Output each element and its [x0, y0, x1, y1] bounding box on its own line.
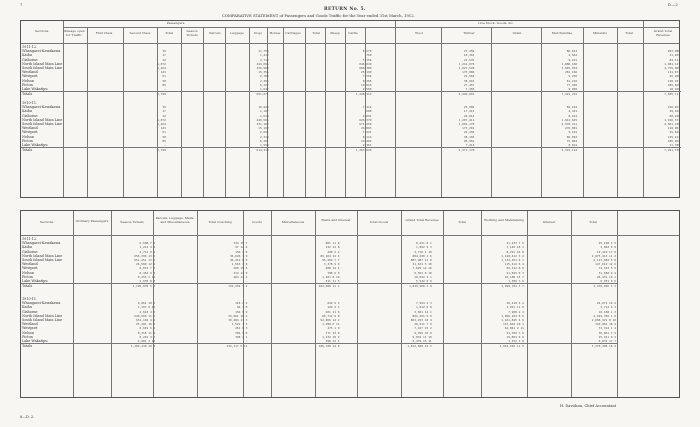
table-row: Westland 143 15,356 25,190 175,986 281,166 121,677 — [22, 70, 680, 75]
top-rows-year-b — [21, 101, 681, 152]
col-header-interest: Interest — [542, 221, 556, 224]
group-header-passengers: Passengers. — [166, 22, 186, 25]
col-header-miscellaneous: Miscellaneous — [281, 221, 305, 224]
totals-row: Totals 1,184,238 10 8 134,117 5 11 186,788 14 8 1,812,600 14 3 1,944,910 11 9 3,370,306 16 4 — [22, 344, 617, 349]
col-header-carriages: Carriages — [285, 32, 301, 35]
year-label: 1910-11. — [22, 101, 38, 105]
totals-row: Totals 2,798 651,071 1,448,312 2,446,091 7,421,232 7,585,111 — [22, 92, 680, 97]
table-row: Kaihu 1,212 4 4 47 12 6 132 13 8 1,892 9 3 3,149 18 1 3,862 0 9 — [22, 245, 617, 250]
col-header-parcels-luggage: Parcels, Luggage, Mails, and Miscellaneous — [155, 217, 195, 224]
totals-row: Totals 1,199,835 5 3 139,256 3 2 202,888 11 1 1,839,908 2 8 1,998,784 3 7 3,470,006 4 3 — [22, 284, 617, 289]
passenger-goods-table — [20, 20, 680, 198]
table-row: Nelson 50 2,365 8,365 38,916 61,210 128,161 — [22, 78, 680, 83]
table-row: North Island Main Line 1,072 244,096 646,049 1,241,076 1,888,166 1,981,127 — [22, 61, 680, 66]
table-row: Kaihu 17 1,212 769 18,363 4,562 31,265 — [22, 53, 680, 58]
table-row: Whangarei-Kawakawa 6,061 18 0 318 2 4 842 9 3 7,564 2 3 20,418 6 2 24,071 14 6 — [22, 301, 617, 306]
col-header-cattle: Cattle — [348, 32, 358, 35]
table-row: Nelson 50 2,318 8,114 38,102 60,003 125,417 — [22, 134, 680, 139]
table-row: South Island Main Line 651,251 13 6 40,412 8 5 95,264 7 7 887,987 11 8 1,132,451 6 1 2,127,884 5 8 — [22, 257, 617, 262]
col-header-wool: Wool — [415, 32, 423, 35]
col-header-total-3: Total — [625, 32, 633, 35]
col-header-total: Total — [458, 221, 466, 224]
top-rows-year-a — [21, 45, 681, 96]
return-title: RETURN No. 5. — [324, 7, 366, 12]
table-row: Lake Wakatipu — 1,598 2,461 7,214 8,814 17,706 — [22, 142, 680, 147]
table-row: Gisborne 2,618 4 2 150 9 9 201 11 6 3,601 14 1 7,988 2 4 10,188 1 3 — [22, 309, 617, 314]
year-label: 1911-12. — [22, 45, 38, 49]
table-row: Nelson 8,452 0 3 312 12 9 788 6 0 9,652 8 10 21,845 0 3 31,668 9 4 — [22, 270, 617, 275]
table-row: Lake Wakatipu — 1,647 2,500 7,383 9,000 18,160 — [22, 86, 680, 91]
table-row: Picton 85 6,201 10,402 26,981 75,862 186,204 — [22, 138, 680, 143]
table-row: Gisborne 32 2,618 4,891 20,814 8,912 80,226 — [22, 113, 680, 118]
col-header-grand-total: Grand Total Revenue — [405, 219, 439, 222]
table-row: Westland 143 15,102 24,803 173,201 276,881 118,903 — [22, 126, 680, 131]
totals-row: Totals 2,798 614,319 1,363,629 2,371,178 5,319,114 7,291,730 — [22, 148, 680, 153]
table-row: Whangarei-Kawakawa 36 11,758 8,276 27,459 86,813 203,986 — [22, 49, 680, 54]
col-header-horses: Horses — [269, 32, 281, 35]
year-label: 1910-11. — [22, 297, 38, 301]
table-row: Picton 8,201 9 7 398 4 1 1,232 18 2 9,832 11 10 15,804 6 0 25,911 0 2 — [22, 334, 617, 339]
col-header-merchandise: Merchandise — [551, 32, 573, 35]
table-row: Westport 6,691 5 2 261 8 3 475 1 9 7,427 15 2 64,861 2 11 72,312 1 4 — [22, 326, 617, 331]
table-row: Gisborne 2,712 8 9 156 2 0 208 2 4 3,716 1 10 8,221 16 8 10,419 17 0 — [22, 249, 617, 254]
col-header-luggage: Luggage — [230, 32, 244, 35]
col-header-total-2: Total — [312, 32, 320, 35]
col-header-first-class: First Class — [95, 32, 113, 35]
table-row: Lake Wakatipu 4,981 3 10 — 498 12 1 5,479 15 11 1,352 1 8 6,831 17 7 — [22, 338, 617, 343]
group-header-goods: Live Stock, Goods, &c. — [478, 22, 514, 25]
col-header-mileage: Mileage open for Traffic — [63, 30, 85, 37]
table-row: Westport 61 2,780 7,564 22,562 5,236 26,200 — [22, 74, 680, 79]
col-header-minerals: Minerals — [593, 32, 607, 35]
table-row: North Island Main Line 640,566 11 6 34,981 16 2 86,712 0 8 862,261 9 0 1,096,104 8 6 2,019,356 1 0 — [22, 313, 617, 318]
col-header-total-2: Total — [589, 221, 597, 224]
table-row: Picton 8,356 3 11 404 11 4 1,261 8 10 10,022 4 1 16,188 15 7 26,431 10 1 — [22, 274, 617, 279]
bottom-rows-year-b — [21, 297, 617, 348]
table-row: South Island Main Line 1,464 331,102 671,256 1,002,178 2,978,411 4,601,338 — [22, 121, 680, 126]
col-header-total-coaching: Total Coaching — [208, 221, 232, 224]
table-row: Westport 61 2,691 7,421 22,104 5,101 25,644 — [22, 130, 680, 135]
col-header-second-class: Second Class — [129, 32, 151, 35]
col-header-season-tickets: Season Tickets — [120, 221, 144, 224]
table-row: North Island Main Line 1,072 240,566 626,379 1,207,411 1,812,645 1,916,371 — [22, 117, 680, 122]
table-row: Lake Wakatipu 5,030 8 3 — 511 11 5 5,542 0 0 1,389 7 6 6,931 0 6 — [22, 278, 617, 283]
table-row: Kaihu 17 1,197 688 17,213 4,321 29,104 — [22, 109, 680, 114]
col-header-total: Total — [165, 32, 173, 35]
col-header-rents-interest: Rents and Interest — [321, 219, 351, 222]
page-number-left: 7 — [20, 3, 23, 7]
col-header-total-goods: Total Goods — [369, 221, 389, 224]
col-header-season: Season Tickets — [186, 30, 198, 37]
col-header-parcels: Parcels — [209, 32, 221, 35]
col-header-timber: Timber — [463, 32, 475, 35]
col-header-sheep: Sheep — [330, 32, 340, 35]
table-row: Nelson 8,318 11 4 304 6 0 771 12 8 9,394 10 0 21,302 7 6 30,861 3 9 — [22, 330, 617, 335]
table-row: Picton 85 6,327 10,614 27,457 77,456 189,816 — [22, 82, 680, 87]
table-row: Westport 6,872 7 0 268 15 6 488 12 4 7,629 14 10 66,212 8 8 74,103 5 6 — [22, 266, 617, 271]
return-subtitle: COMPARATIVE STATEMENT of Passengers and Goods Traffic for the Year ended 31st March, 1912. — [222, 13, 415, 18]
footer-reference: 8—D. 2. — [20, 415, 35, 419]
col-header-grain: Grain — [512, 32, 522, 35]
year-label: 1911-12. — [22, 237, 38, 241]
table-row: South Island Main Line 631,102 4 9 39,284 11 3 92,866 14 2 863,253 10 4 1,101,845 4 9 2,068,321 8 10 — [22, 317, 617, 322]
table-row: Whangarei-Kawakawa 6,568 7 0 334 15 7 881 11 8 8,021 8 1 21,233 7 5 25,198 4 5 — [22, 241, 617, 246]
revenue-expenditure-table — [20, 210, 680, 398]
table-row: Westland 25,101 16 8 1,521 3 5 3,288 6 11 30,911 7 0 112,604 10 1 143,961 18 4 — [22, 322, 617, 327]
table-row: Kaihu 1,197 0 11 46 1 8 129 4 1 1,812 6 8 3,021 11 0 3,712 4 2 — [22, 305, 617, 310]
col-header-grand-total: Grand Total Revenue — [653, 30, 673, 37]
table-row: Gisborne 32 2,712 5,156 21,576 9,421 84,111 — [22, 57, 680, 62]
table-row: Whangarei-Kawakawa 36 10,926 7,214 25,960 84,164 190,817 — [22, 105, 680, 110]
table-row: North Island Main Line 656,396 13 5 36,026 3 9 89,164 12 4 884,628 1 6 1,128,412 3 2 2,075,413 11 2 — [22, 253, 617, 258]
signature: H. Davidson, Chief Accountant — [560, 404, 617, 408]
bottom-rows-year-a — [21, 237, 617, 288]
col-header-sections: Sections. — [39, 221, 55, 224]
col-header-goods: Goods — [252, 221, 262, 224]
col-header-working: Working and Maintaining — [484, 219, 524, 222]
col-header-ordinary-passengers: Ordinary Passengers — [75, 220, 109, 223]
page-number-right: D.—2 — [668, 3, 678, 7]
col-header-sections: Sections. — [34, 30, 50, 33]
table-row: South Island Main Line 1,464 336,900 688,380 1,021,528 3,045,954 4,759,605 — [22, 65, 680, 70]
table-row: Westland 26,589 12 2 1,563 7 8 3,378 9 0 31,631 5 10 115,412 6 4 147,612 12 2 — [22, 262, 617, 267]
col-header-dogs: Dogs — [254, 32, 262, 35]
